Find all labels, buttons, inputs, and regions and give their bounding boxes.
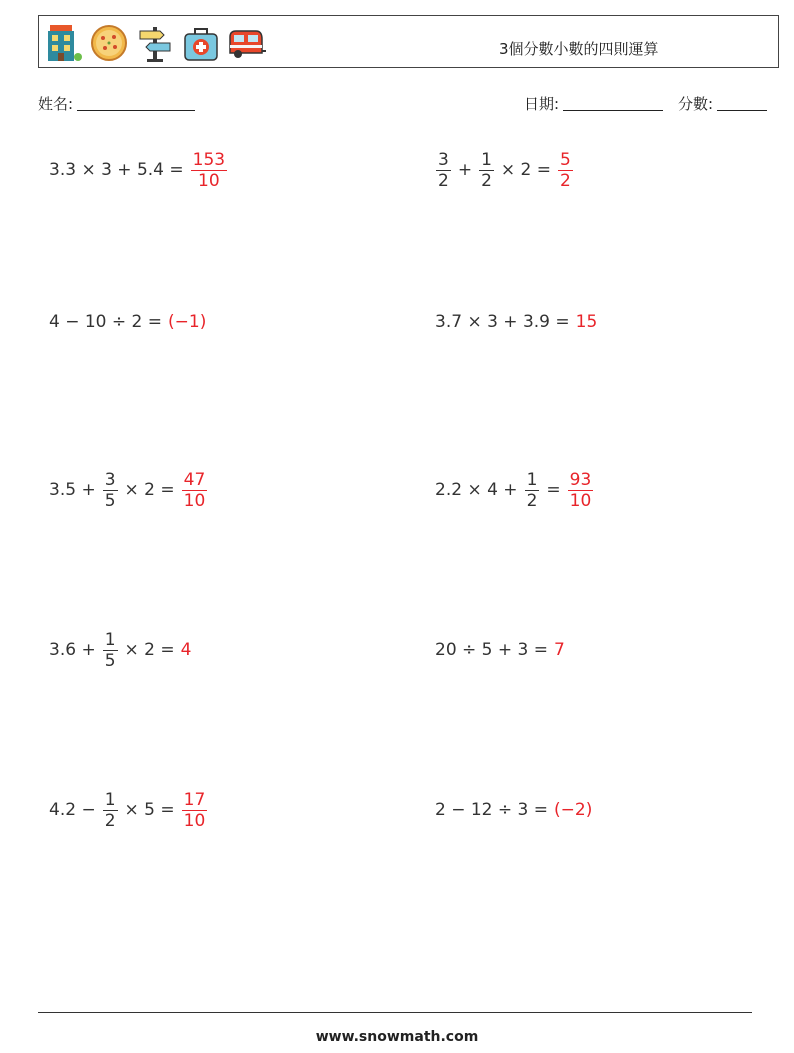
expression-text: 3.7 × 3 + 3.9 =	[435, 312, 570, 332]
problem-9	[46, 780, 211, 840]
answer-fraction	[558, 150, 573, 191]
problem-10	[432, 780, 595, 840]
numerator: 3	[104, 469, 116, 490]
fraction	[103, 790, 118, 831]
denominator: 2	[104, 810, 116, 831]
denominator: 10	[183, 810, 206, 831]
fraction	[103, 630, 118, 671]
numerator: 5	[560, 149, 571, 170]
denominator: 2	[526, 490, 538, 511]
numerator: 1	[526, 469, 538, 490]
answer-text: 15	[575, 312, 598, 332]
expression-text: 20 ÷ 5 + 3 =	[435, 640, 549, 660]
worksheet-title: 3個分數小數的四則運算	[499, 40, 659, 58]
problem-1	[46, 140, 231, 200]
numerator: 3	[438, 149, 449, 170]
answer-text: 4	[180, 640, 192, 660]
numerator: 47	[183, 469, 206, 490]
denominator: 5	[104, 490, 116, 511]
fraction	[436, 150, 451, 191]
numerator: 1	[481, 149, 492, 170]
expression-text: 4 − 10 ÷ 2 =	[49, 312, 163, 332]
fraction	[103, 470, 118, 511]
problem-8	[432, 620, 568, 680]
footer-url: www.snowmath.com	[315, 1029, 479, 1045]
denominator: 2	[560, 170, 571, 191]
expression-text: 4.2 −	[49, 800, 96, 820]
expression-text: × 2 =	[500, 160, 552, 180]
score-blank[interactable]	[717, 96, 767, 111]
answer-text: (−1)	[168, 312, 207, 332]
expression-text: 3.6 +	[49, 640, 96, 660]
expression-text: 3.5 +	[49, 480, 96, 500]
problem-7	[46, 620, 194, 680]
numerator: 17	[183, 789, 206, 810]
name-field	[38, 93, 195, 114]
score-field	[678, 93, 767, 114]
problem-5	[46, 460, 211, 520]
expression-text: 2 − 12 ÷ 3 =	[435, 800, 549, 820]
icon-strip	[44, 23, 266, 63]
answer-fraction	[191, 150, 227, 191]
denominator: 10	[183, 490, 206, 511]
denominator: 5	[104, 650, 116, 671]
answer-text: 7	[554, 640, 565, 660]
numerator: 153	[192, 149, 226, 170]
numerator: 1	[104, 789, 116, 810]
fraction	[525, 470, 540, 511]
expression-text: =	[546, 480, 561, 500]
problem-2	[432, 140, 577, 200]
signpost-icon	[136, 23, 174, 63]
building-icon	[44, 23, 82, 63]
name-blank[interactable]	[77, 96, 195, 111]
fraction	[479, 150, 494, 191]
expression-text: +	[457, 160, 473, 180]
expression-text: 3.3 × 3 + 5.4 =	[49, 160, 184, 180]
expression-text: 2.2 × 4 +	[435, 480, 518, 500]
denominator: 2	[481, 170, 492, 191]
denominator: 10	[198, 170, 220, 191]
date-label: 日期:	[524, 95, 560, 113]
pizza-icon	[90, 23, 128, 63]
denominator: 10	[569, 490, 592, 511]
problem-4	[432, 292, 600, 352]
numerator: 1	[104, 629, 116, 650]
caravan-icon	[228, 23, 266, 63]
expression-text: × 2 =	[124, 640, 175, 660]
answer-fraction	[568, 470, 594, 511]
first-aid-kit-icon	[182, 23, 220, 63]
date-field	[524, 93, 663, 114]
problem-3	[46, 292, 209, 352]
denominator: 2	[438, 170, 449, 191]
footer-divider	[38, 1012, 752, 1013]
expression-text: × 5 =	[124, 800, 175, 820]
answer-fraction	[182, 790, 208, 831]
numerator: 93	[569, 469, 592, 490]
name-label: 姓名:	[38, 95, 74, 113]
answer-fraction	[182, 470, 208, 511]
header-box	[38, 15, 779, 68]
date-blank[interactable]	[563, 96, 663, 111]
score-label: 分數:	[678, 95, 714, 113]
expression-text: × 2 =	[124, 480, 175, 500]
answer-text: (−2)	[554, 800, 593, 820]
problem-6	[432, 460, 597, 520]
